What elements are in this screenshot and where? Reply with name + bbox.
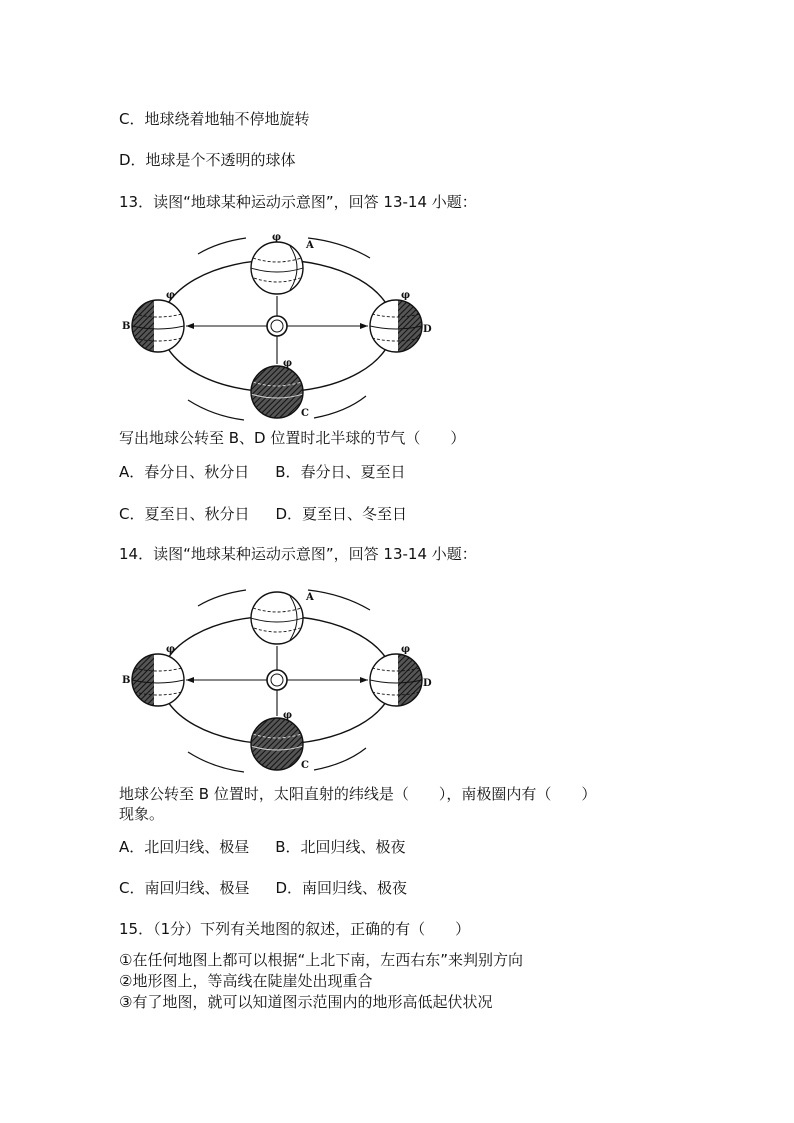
q15-item-3: ③有了地图，就可以知道图示范围内的地形高低起伏状况 <box>119 993 493 1011</box>
svg-text:B: B <box>122 321 131 332</box>
q14-stem: 14．读图“地球某种运动示意图”，回答 13-14 小题： <box>119 545 477 563</box>
q14-option-d: D．南回归线、极夜 <box>275 879 408 897</box>
q13-option-c: C．夏至日、秋分日 <box>119 505 250 523</box>
q14-question-line1: 地球公转至 B 位置时，太阳直射的纬线是（ ），南极圈内有（ ） <box>119 785 597 803</box>
svg-text:C: C <box>301 408 309 419</box>
q13-options-ab <box>119 462 406 482</box>
svg-text:φ: φ <box>283 358 293 369</box>
q14-question-line2: 现象。 <box>119 805 165 823</box>
earth-revolution-diagram-2 <box>118 586 438 786</box>
svg-text:B: B <box>122 675 131 686</box>
q13-options-cd <box>119 504 407 524</box>
q13-option-d: D．夏至日、冬至日 <box>275 505 408 523</box>
q13-option-a: A．春分日、秋分日 <box>119 463 250 481</box>
svg-text:φ: φ <box>166 644 176 655</box>
q13-stem: 13．读图“地球某种运动示意图”，回答 13-14 小题： <box>119 193 477 211</box>
q14-options-cd <box>119 878 407 898</box>
q13-option-b: B．春分日、夏至日 <box>275 463 406 481</box>
svg-text:φ: φ <box>166 290 176 301</box>
earth-revolution-diagram-1 <box>118 228 438 428</box>
svg-text:φ: φ <box>401 644 411 655</box>
q13-question: 写出地球公转至 B、D 位置时北半球的节气（ ） <box>119 429 466 447</box>
svg-text:φ: φ <box>283 710 293 721</box>
earth-orbit-figure-2 <box>118 586 438 786</box>
q14-option-a: A．北回归线、极昼 <box>119 838 250 856</box>
q12-option-c: C．地球绕着地轴不停地旋转 <box>119 110 310 128</box>
q15-stem: 15．（1分）下列有关地图的叙述，正确的有（ ） <box>119 920 471 938</box>
svg-text:C: C <box>301 760 309 771</box>
svg-text:φ: φ <box>401 290 411 301</box>
svg-text:D: D <box>423 678 432 689</box>
q15-item-2: ②地形图上，等高线在陡崖处出现重合 <box>119 972 373 990</box>
earth-orbit-figure <box>118 228 438 428</box>
svg-text:A: A <box>306 240 314 251</box>
svg-text:φ: φ <box>272 232 282 243</box>
svg-text:A: A <box>306 592 314 603</box>
q14-option-c: C．南回归线、极昼 <box>119 879 250 897</box>
q14-option-b: B．北回归线、极夜 <box>275 838 406 856</box>
q14-options-ab <box>119 837 406 857</box>
svg-text:D: D <box>423 324 432 335</box>
q15-item-1: ①在任何地图上都可以根据“上北下南，左西右东”来判别方向 <box>119 951 523 969</box>
q12-option-d: D．地球是个不透明的球体 <box>119 151 296 169</box>
